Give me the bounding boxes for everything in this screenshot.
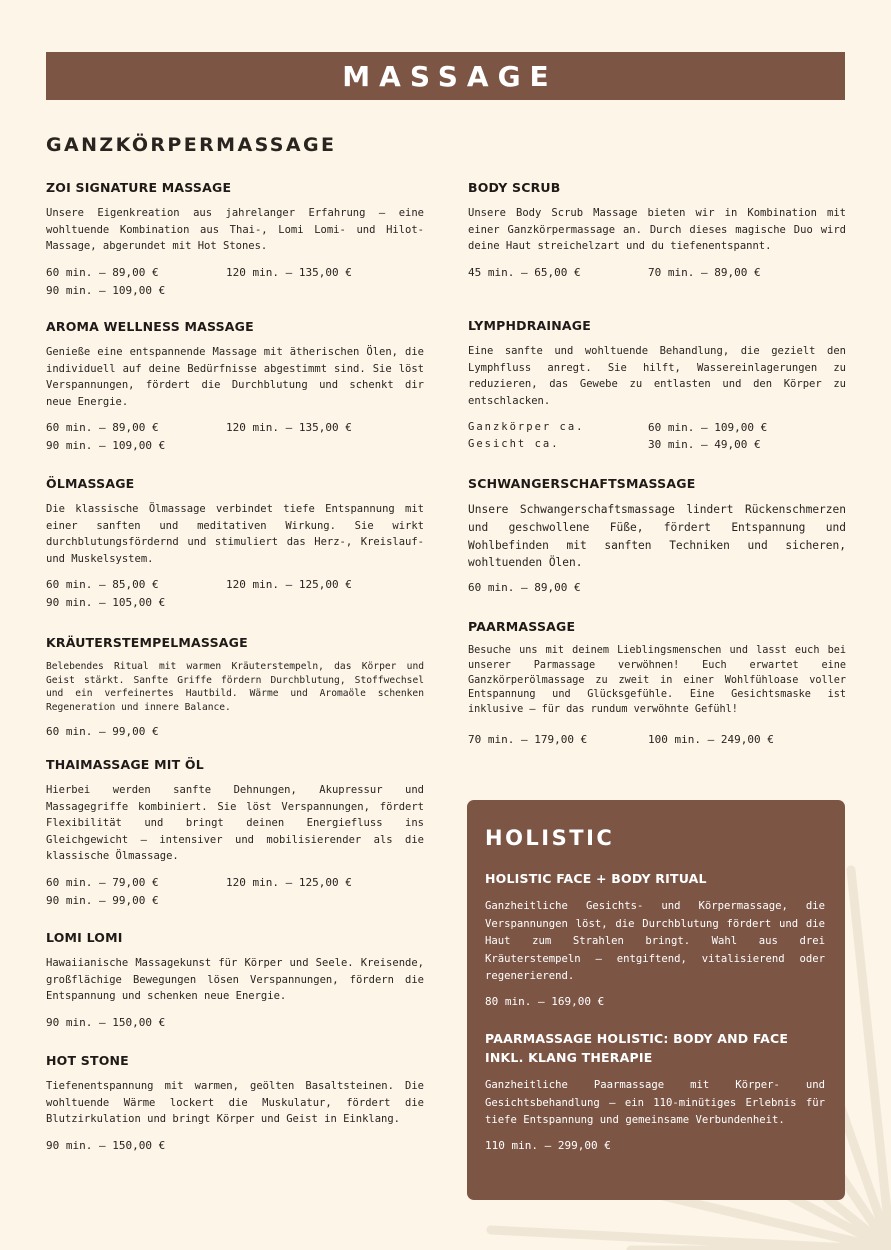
- service-description: Belebendes Ritual mit warmen Kräuterstempeln, das Körper und Geist stärkt. Sanfte Griffe fördern Durchblutung, Stoffwechsel und ein verfeinertes Hautbild. Wärme und Aromaöle schenken Regeneration und innere Balance.: [46, 661, 424, 713]
- service-description: Besuche uns mit deinem Lieblingsmenschen und lasst euch bei unserer Parmassage verwöhnen! Euch erwartet eine Ganzkörperölmassage zu zweit in einer Wohlfühloase voller Entspannung und Glücksgefühle. Eine Gesichtsmaske ist inklusive – für das rundum verwöhnte Gefühl!: [468, 645, 846, 716]
- service-description: Genieße eine entspannende Massage mit ätherischen Ölen, die individuell auf deine Bedürfnisse abgestimmt sind. Sie löst Verspannungen, fördert die Durchblutung und schenkt dir neue Energie.: [46, 346, 424, 408]
- service-name: BODY SCRUB: [468, 180, 561, 195]
- service-price: 60 min. – 99,00 €: [46, 725, 159, 738]
- price-row-label: Gesicht ca.: [468, 438, 560, 450]
- service-name: ÖLMASSAGE: [46, 476, 135, 491]
- service-description: Unsere Eigenkreation aus jahrelanger Erfahrung – eine wohltuende Kombination aus Thai-, Lomi Lomi- und Hilot-Massage, abgerundet mit Hot Stones.: [46, 207, 424, 252]
- service-price: 90 min. – 150,00 €: [46, 1015, 166, 1029]
- service-name: SCHWANGERSCHAFTSMASSAGE: [468, 476, 696, 491]
- service-name: AROMA WELLNESS MASSAGE: [46, 319, 254, 334]
- holistic-panel: [467, 800, 845, 1200]
- service-name: PAARMASSAGE: [468, 619, 576, 634]
- service-price: 90 min. – 109,00 €: [46, 283, 166, 297]
- service-item: [485, 869, 825, 1010]
- service-price: 100 min. – 249,00 €: [648, 732, 774, 746]
- service-description: Ganzheitliche Gesichts- und Körpermassage, die Verspannungen löst, die Durchblutung fördert und die Haut zum Strahlen bringt. Wahl aus drei Kräuterstempeln – entgiftend, vitalisierend oder regenerierend.: [485, 900, 825, 982]
- service-price: 60 min. – 85,00 €: [46, 578, 159, 591]
- service-description: Hawaiianische Massagekunst für Körper und Seele. Kreisende, großflächige Bewegungen lösen Verspannungen, fördern die Entspannung und schenken neue Energie.: [46, 957, 424, 1002]
- service-price: 70 min. – 89,00 €: [648, 265, 761, 279]
- service-item: [468, 619, 846, 748]
- service-name: PAARMASSAGE HOLISTIC: BODY AND FACE INKL. KLANG THERAPIE: [485, 1031, 789, 1065]
- service-description: Hierbei werden sanfte Dehnungen, Akupressur und Massagegriffe kombiniert. Sie löst Verspannungen, fördert Flexibilität und bringt deinen Energiefluss ins Gleichgewicht – intensiver und mobilisierender als die klassische Ölmassage.: [46, 784, 424, 862]
- service-description: Unsere Body Scrub Massage bieten wir in Kombination mit einer Ganzkörpermassage an. Durch dieses magische Duo wird deine Haut streichelzart und du tiefenentspannt.: [468, 207, 846, 252]
- service-description: Tiefenentspannung mit warmen, geölten Basaltsteinen. Die wohltuende Wärme lockert die Muskulatur, fördert die Blutzirkulation und bringt Körper und Geist in Einklang.: [46, 1080, 424, 1125]
- service-name: HOLISTIC FACE + BODY RITUAL: [485, 871, 707, 886]
- service-price: 120 min. – 125,00 €: [226, 875, 352, 889]
- service-item: [46, 930, 424, 1031]
- service-item: [46, 180, 424, 299]
- service-price: 90 min. – 109,00 €: [46, 439, 166, 452]
- service-price: 60 min. – 109,00 €: [648, 421, 768, 434]
- service-item: [468, 318, 846, 453]
- service-price: 90 min. – 99,00 €: [46, 893, 159, 907]
- service-item: [46, 1053, 424, 1154]
- service-name: LOMI LOMI: [46, 930, 123, 945]
- service-price: 60 min. – 89,00 €: [46, 265, 159, 279]
- service-price: 90 min. – 105,00 €: [46, 596, 166, 609]
- price-row-label: Ganzkörper ca.: [468, 421, 585, 433]
- service-price: 30 min. – 49,00 €: [648, 438, 761, 451]
- service-price: 120 min. – 125,00 €: [226, 578, 352, 591]
- price-row: [468, 419, 846, 436]
- service-name: THAIMASSAGE MIT ÖL: [46, 757, 204, 772]
- service-name: KRÄUTERSTEMPELMASSAGE: [46, 635, 248, 650]
- page-banner: [46, 52, 845, 100]
- service-name: ZOI SIGNATURE MASSAGE: [46, 180, 232, 195]
- holistic-title: HOLISTIC: [485, 826, 615, 850]
- service-price: 60 min. – 89,00 €: [468, 581, 581, 595]
- service-price: 90 min. – 150,00 €: [46, 1138, 166, 1152]
- service-description: Eine sanfte und wohltuende Behandlung, die gezielt den Lymphfluss anregt. Sie hilft, Wassereinlagerungen zu reduzieren, das Gewebe zu entlasten und den Körper zu entschlacken.: [468, 345, 846, 407]
- service-price: 120 min. – 135,00 €: [226, 421, 352, 434]
- service-item: [46, 757, 424, 909]
- service-price: 60 min. – 89,00 €: [46, 421, 159, 434]
- service-price: 45 min. – 65,00 €: [468, 265, 581, 279]
- service-price: 70 min. – 179,00 €: [468, 732, 588, 746]
- service-item: [468, 476, 846, 596]
- service-price: 120 min. – 135,00 €: [226, 265, 352, 279]
- service-description: Die klassische Ölmassage verbindet tiefe Entspannung mit einer sanften und meditativen Wirkung. Sie wirkt durchblutungsfördernd und stimuliert das Herz-, Kreislauf- und Muskelsystem.: [46, 503, 424, 565]
- service-price: 60 min. – 79,00 €: [46, 875, 159, 889]
- section-title: GANZKÖRPERMASSAGE: [46, 134, 337, 156]
- service-item: [485, 1029, 825, 1154]
- service-price: 80 min. – 169,00 €: [485, 994, 605, 1008]
- service-price: 110 min. – 299,00 €: [485, 1138, 611, 1152]
- service-item: [46, 319, 424, 454]
- price-row: [468, 436, 846, 453]
- service-name: LYMPHDRAINAGE: [468, 318, 591, 333]
- service-description: Unsere Schwangerschaftsmassage lindert Rückenschmerzen und geschwollene Füße, fördert Entspannung und Wohlbefinden mit sanften Techniken und sicheren, wohltuenden Ölen.: [468, 503, 846, 570]
- banner-title: MASSAGE: [342, 59, 558, 93]
- service-item: [468, 180, 846, 281]
- service-item: [46, 635, 424, 740]
- service-name: HOT STONE: [46, 1053, 129, 1068]
- service-item: [46, 476, 424, 611]
- service-description: Ganzheitliche Paarmassage mit Körper- und Gesichtsbehandlung – ein 110-minütiges Erlebnis für tiefe Entspannung und gemeinsame Verbundenheit.: [485, 1079, 825, 1126]
